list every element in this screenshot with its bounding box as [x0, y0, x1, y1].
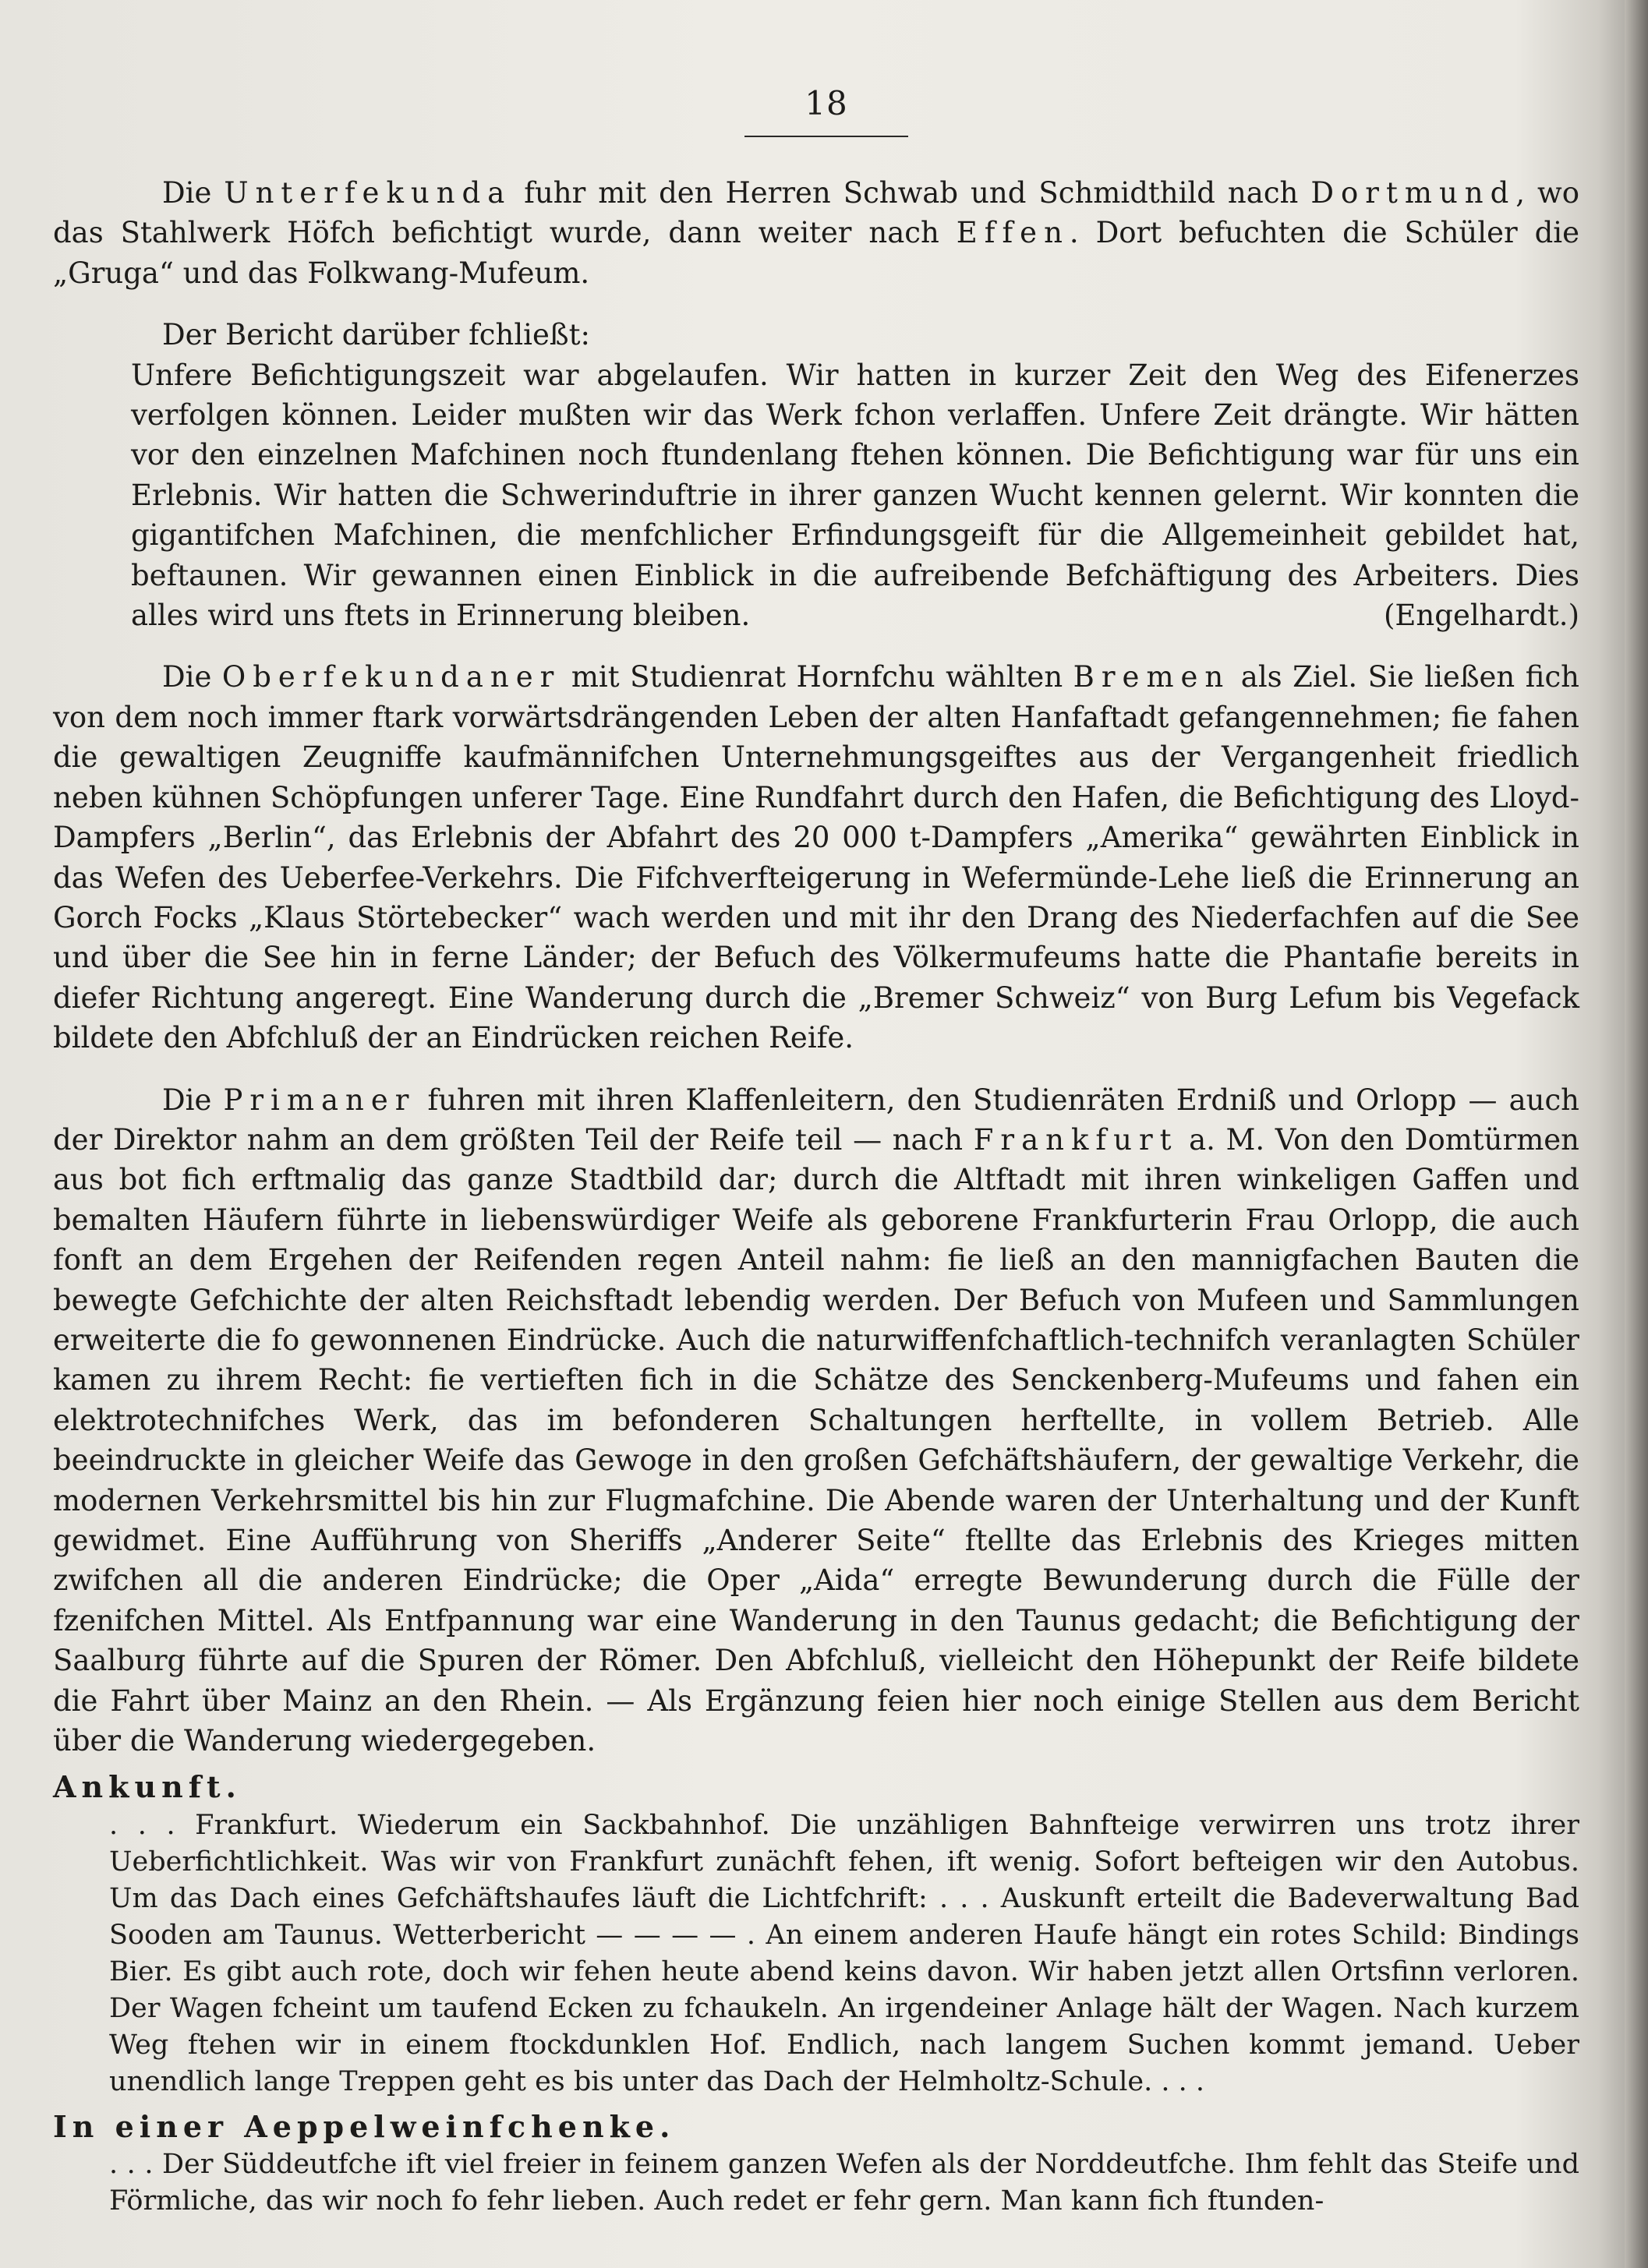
- text-run: Die: [162, 176, 225, 210]
- main-text: [53, 173, 1579, 2220]
- section-heading-ankunft: Ankunft.: [53, 1769, 242, 1805]
- quote-citation: (Engelhardt.): [1383, 599, 1579, 633]
- quote-text: [131, 355, 1579, 636]
- text-run: Die: [162, 1083, 224, 1117]
- text-run: fuhr mit den Herren Schwab und Schmidthild nach: [511, 176, 1311, 210]
- text-run: fuhren mit ihren Klaffenleitern, den Studienräten Erdniß und Orlopp — auch der Direktor nahm an dem größten Teil der Reife teil — nach: [53, 1083, 1580, 1157]
- text-run: , wo das Stahlwerk Höfch befichtigt wurde, dann weiter nach: [53, 176, 1579, 250]
- spaced-term-obersekundaner: Oberfekundaner: [221, 660, 561, 694]
- text-run: als Ziel. Sie ließen fich von dem noch immer ftark vorwärtsdrängenden Leben der alten Hanfaftadt gefangennehmen; fie fahen die gewaltigen Zeugniffe kaufmännifchen Unternehmungsgeiftes aus der Vergangenheit friedlich neben kühnen Schöpfungen unferer Tage. Eine Rundfahrt durch den Hafen, die Befichtigung des Lloyd-Dampfers „Berlin“, das Erlebnis der Abfahrt des 20 000 t-Dampfers „Amerika“ gewährten Einblick in das Wefen des Ueberfee-Verkehrs. Die Fifchverfteigerung in Wefermünde-Lehe ließ die Erinnerung an Gorch Focks „Klaus Störtebecker“ wach werden und mit ihr den Drang des Niederfachfen auf die See und über die See hin in ferne Länder; der Befuch des Völkermufeums hatte die Phantafie bereits in diefer Richtung angeregt. Eine Wanderung durch die „Bremer Schweiz“ von Burg Lefum bis Vegefack bildete den Abfchluß der an Eindrücken reichen Reife.: [53, 660, 1579, 1055]
- text-run: a. M. Von den Domtürmen aus bot fich erftmalig das ganze Stadtbild dar; durch die Altftadt mit ihren winkeligen Gaffen und bemalten Häufern führte in liebenswürdiger Weife als geborene Frankfurterin Frau Orlopp, die auch fonft an dem Ergehen der Reifenden regen Anteil nahm: fie ließ an den mannigfachen Bauten die bewegte Gefchichte der alten Reichsftadt lebendig werden. Der Befuch von Mufeen und Sammlungen erweiterte die fo gewonnenen Eindrücke. Auch die naturwiffenfchaftlich-technifch veranlagten Schüler kamen zu ihrem Recht: fie vertieften fich in die Schätze des Senckenberg-Mufeums und fahen ein elektrotechnifches Werk, das im befonderen Schaltungen herftellte, in vollem Betrieb. Alle beeindruckte in gleicher Weife das Gewoge in den großen Gefchäftshäufern, der gewaltige Verkehr, die modernen Verkehrsmittel bis hin zur Flugmafchine. Die Abende waren der Unterhaltung und der Kunft gewidmet. Eine Aufführung von Sheriffs „Anderer Seite“ ftellte das Erlebnis des Krieges mitten zwifchen all die anderen Eindrücke; die Oper „Aida“ erregte Bewunderung durch die Fülle der fzenifchen Mittel. Als Entfpannung war eine Wanderung in den Taunus gedacht; die Befichtigung der Saalburg führte auf die Spuren der Römer. Den Abfchluß, vielleicht den Höhepunkt der Reife bildete die Fahrt über Mainz an den Rhein. — Als Ergänzung feien hier noch einige Stellen aus dem Bericht über die Wanderung wiedergegeben.: [53, 1122, 1579, 1758]
- spaced-term-bremen: Bremen: [1073, 660, 1231, 694]
- section-heading-aeppelweinschenke: In einer Aeppelweinfchenke.: [53, 2108, 676, 2144]
- paragraph-report-intro: Der Bericht darüber fchließt:: [162, 318, 590, 352]
- section-text-ankunft: . . . Frankfurt. Wiederum ein Sackbahnhof. Die unzähligen Bahnfteige verwirren uns trotz ihrer Ueberfichtlichkeit. Was wir von Frankfurt zunächft fehen, ift wenig. Sofort befteigen wir den Autobus. Um das Dach eines Gefchäftshaufes läuft die Lichtfchrift: . . . Auskunft erteilt die Badeverwaltung Bad Sooden am Taunus. Wetterbericht — — — — . An einem anderen Haufe hängt ein rotes Schild: Bindings Bier. Es gibt auch rote, doch wir fehen heute abend keins davon. Wir haben jetzt allen Ortsfinn verloren. Der Wagen fcheint um taufend Ecken zu fchaukeln. An irgendeiner Anlage hält der Wagen. Nach kurzem Weg ftehen wir in einem ftockdunklen Hof. Endlich, nach langem Suchen kommt jemand. Ueber unendlich lange Treppen geht es bis unter das Dach der Helmholtz-Schule. . . .: [109, 1809, 1579, 2097]
- paragraph-untersekunda: [53, 173, 1579, 293]
- quote-block-engelhardt: [53, 355, 1579, 636]
- spaced-term-untersekunda: Unterfekunda: [224, 176, 512, 210]
- text-run: Die: [162, 660, 222, 694]
- book-spine-shadow: [1625, 0, 1648, 2268]
- paragraph-primaner: [53, 1080, 1579, 1761]
- page-number: 18: [805, 84, 848, 122]
- section-text-aeppelweinschenke: . . . Der Süddeutfche ift viel freier in feinem ganzen Wefen als der Norddeutfche. Ihm fehlt das Steife und Förmliche, das wir noch fo fehr lieben. Auch redet er fehr gern. Man kann fich ftunden-: [109, 2149, 1579, 2217]
- spaced-term-essen: Effen: [956, 216, 1070, 250]
- spaced-term-primaner: Primaner: [223, 1083, 416, 1117]
- quote-body: Unfere Befichtigungszeit war abgelaufen. Wir hatten in kurzer Zeit den Weg des Eifenerzes verfolgen können. Leider mußten wir das Werk fchon verlaffen. Unfere Zeit drängte. Wir hätten vor den einzelnen Mafchinen noch ftundenlang ftehen können. Die Befichtigung war für uns ein Erlebnis. Wir hatten die Schwerinduftrie in ihrer ganzen Wucht kennen gelernt. Wir konnten die gigantifchen Mafchinen, die menfchlicher Erfindungsgeift für die Allgemeinheit gebildet hat, beftaunen. Wir gewannen einen Einblick in die aufreibende Befchäftigung des Arbeiters. Dies alles wird uns ftets in Erinnerung bleiben.: [131, 358, 1579, 633]
- paragraph-obersekundaner: [53, 657, 1579, 1058]
- spaced-term-frankfurt: Frankfurt: [973, 1122, 1179, 1157]
- spaced-term-dortmund: Dortmund: [1310, 176, 1516, 210]
- text-run: . Dort befuchten die Schüler die „Gruga“ und das Folkwang-Mufeum.: [53, 216, 1579, 290]
- page-number-rule: [744, 136, 908, 137]
- text-run: mit Studienrat Hornfchu wählten: [561, 660, 1073, 694]
